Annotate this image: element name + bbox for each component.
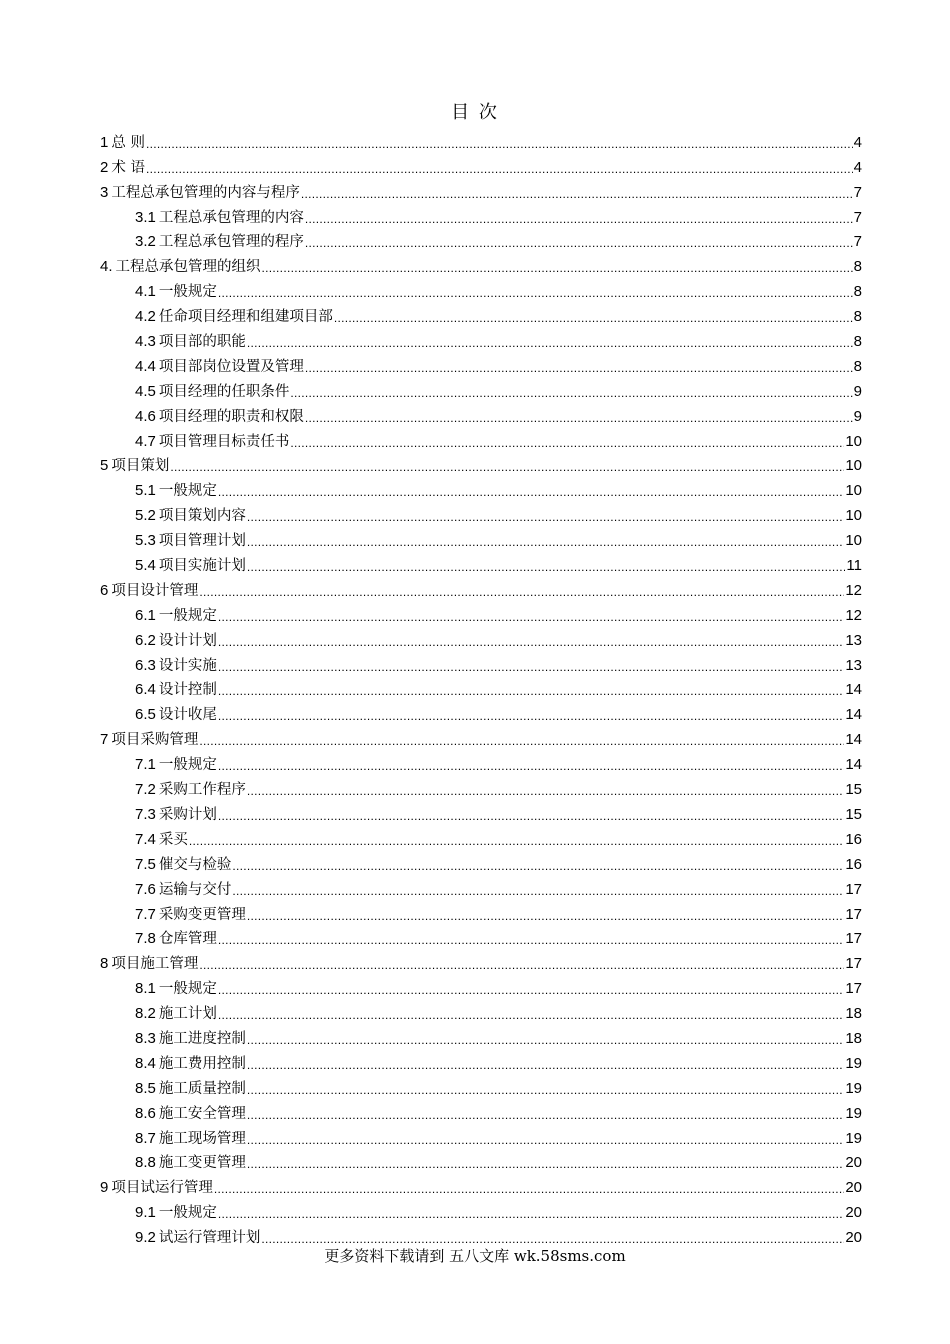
toc-entry-number: 6.1 [135, 606, 156, 624]
toc-dot-leader [290, 432, 844, 452]
toc-entry-page-number: 9 [853, 382, 862, 400]
toc-entry-title: 任命项目经理和组建项目部 [158, 309, 333, 326]
toc-entry-page-number: 8 [853, 283, 862, 301]
toc-entry[interactable] [100, 452, 862, 477]
toc-entry[interactable] [100, 128, 862, 153]
toc-dot-leader [247, 1029, 844, 1049]
toc-entry-page-number: 17 [845, 930, 862, 948]
toc-entry-title: 一般规定 [158, 1205, 217, 1222]
toc-entry-number: 4.4 [135, 357, 156, 375]
toc-dot-leader [218, 656, 844, 676]
toc-entry[interactable] [100, 1124, 862, 1149]
toc-entry-page-number: 7 [853, 183, 862, 201]
toc-dot-leader [199, 581, 844, 601]
toc-entry-number: 3.2 [135, 233, 156, 251]
toc-title: 目 次 [451, 102, 499, 123]
toc-entry-title: 运输与交付 [158, 881, 232, 898]
toc-entry[interactable] [100, 1049, 862, 1074]
toc-dot-leader [247, 332, 853, 352]
toc-entry-title: 设计实施 [158, 657, 217, 674]
toc-entry-title: 项目管理目标责任书 [158, 433, 290, 450]
toc-entry[interactable] [100, 352, 862, 377]
toc-entry-number: 7.6 [135, 880, 156, 898]
toc-entry-page-number: 7 [853, 208, 862, 226]
toc-dot-leader [146, 133, 853, 153]
toc-entry-number: 4.6 [135, 407, 156, 425]
toc-entry[interactable] [100, 252, 862, 277]
toc-entry[interactable] [100, 1173, 862, 1198]
toc-entry-page-number: 10 [845, 482, 862, 500]
toc-entry-title: 项目策划内容 [158, 508, 246, 525]
toc-entry-number: 8.1 [135, 980, 156, 998]
toc-entry-number: 3.1 [135, 208, 156, 226]
toc-entry[interactable] [100, 825, 862, 850]
toc-entry-page-number: 19 [845, 1079, 862, 1097]
toc-entry[interactable] [100, 651, 862, 676]
toc-entry-title: 采买 [158, 831, 188, 848]
toc-entry-title: 施工变更管理 [158, 1155, 246, 1172]
toc-entry-page-number: 19 [845, 1104, 862, 1122]
toc-dot-leader [305, 407, 853, 427]
toc-entry-number: 8.3 [135, 1029, 156, 1047]
toc-dot-leader [199, 954, 844, 974]
toc-entry-number: 4.1 [135, 283, 156, 301]
toc-dot-leader [247, 1104, 844, 1124]
toc-entry-number: 6.5 [135, 706, 156, 724]
toc-entry-title: 项目采购管理 [111, 732, 199, 749]
toc-entry-title: 采购工作程序 [158, 782, 246, 799]
toc-entry-page-number: 10 [845, 532, 862, 550]
toc-entry-page-number: 13 [845, 631, 862, 649]
toc-entry-page-number: 8 [853, 258, 862, 276]
toc-entry[interactable] [100, 402, 862, 427]
toc-entry-number: 4.7 [135, 432, 156, 450]
toc-dot-leader [218, 755, 844, 775]
toc-dot-leader [189, 830, 844, 850]
toc-dot-leader [247, 531, 844, 551]
toc-entry[interactable] [100, 949, 862, 974]
toc-entry-title: 项目试运行管理 [111, 1180, 213, 1197]
toc-entry[interactable] [100, 302, 862, 327]
toc-entry-page-number: 4 [853, 133, 862, 151]
toc-dot-leader [290, 382, 852, 402]
toc-entry[interactable] [100, 277, 862, 302]
toc-entry-page-number: 17 [845, 980, 862, 998]
toc-dot-leader [247, 1079, 844, 1099]
toc-entry-number: 7.4 [135, 830, 156, 848]
toc-entry-page-number: 17 [845, 880, 862, 898]
toc-entry-title: 试运行管理计划 [158, 1230, 261, 1247]
toc-dot-leader [218, 631, 844, 651]
toc-entry-number: 4.3 [135, 333, 156, 351]
toc-entry-number: 7.2 [135, 781, 156, 799]
toc-dot-leader [305, 357, 853, 377]
toc-entry-page-number: 10 [845, 432, 862, 450]
toc-entry-title: 采购变更管理 [158, 906, 246, 923]
toc-entry-page-number: 8 [853, 357, 862, 375]
toc-entry[interactable] [100, 925, 862, 950]
toc-entry[interactable] [100, 725, 862, 750]
toc-entry-number: 8.5 [135, 1079, 156, 1097]
toc-entry-page-number: 20 [845, 1229, 862, 1247]
toc-entry[interactable] [100, 974, 862, 999]
toc-entry-title: 施工费用控制 [158, 1055, 246, 1072]
toc-dot-leader [247, 780, 844, 800]
toc-entry-page-number: 10 [845, 507, 862, 525]
toc-entry-number: 9.1 [135, 1204, 156, 1222]
toc-dot-leader [247, 905, 844, 925]
toc-entry-page-number: 20 [845, 1179, 862, 1197]
toc-entry[interactable] [100, 775, 862, 800]
toc-entry[interactable] [100, 1198, 862, 1223]
toc-dot-leader [247, 506, 844, 526]
toc-entry-number: 8.7 [135, 1129, 156, 1147]
toc-entry[interactable] [100, 427, 862, 452]
toc-entry-number: 5.1 [135, 482, 156, 500]
toc-entry-page-number: 20 [845, 1154, 862, 1172]
toc-entry-page-number: 13 [845, 656, 862, 674]
toc-entry-page-number: 16 [845, 855, 862, 873]
toc-entry[interactable] [100, 900, 862, 925]
toc-entry[interactable] [100, 1074, 862, 1099]
toc-entry[interactable] [100, 327, 862, 352]
footer-note: 更多资料下载请到 五八文库 wk.58sms.com [324, 1247, 626, 1265]
toc-entry-title: 一般规定 [158, 284, 217, 301]
toc-entry-number: 8 [100, 955, 109, 973]
toc-entry-title: 一般规定 [158, 483, 217, 500]
toc-entry-page-number: 14 [845, 681, 862, 699]
toc-entry-number: 5.2 [135, 507, 156, 525]
toc-entry[interactable] [100, 228, 862, 253]
toc-entry-page-number: 11 [846, 557, 862, 575]
toc-entry-number: 4.2 [135, 308, 156, 326]
toc-dot-leader [218, 929, 844, 949]
toc-entry-title: 催交与检验 [158, 856, 232, 873]
toc-entry-title: 工程总承包管理的组织 [115, 259, 261, 276]
toc-entry[interactable] [100, 153, 862, 178]
toc-dot-leader [247, 1129, 844, 1149]
toc-entry-page-number: 14 [845, 731, 862, 749]
toc-entry[interactable] [100, 700, 862, 725]
toc-dot-leader [262, 257, 853, 277]
toc-entry-title: 采购计划 [158, 806, 217, 823]
toc-dot-leader [247, 1054, 844, 1074]
toc-entry-page-number: 15 [845, 805, 862, 823]
toc-entry-title: 项目管理计划 [158, 533, 246, 550]
toc-entry-title: 设计控制 [158, 682, 217, 699]
toc-dot-leader [218, 805, 844, 825]
toc-dot-leader [214, 1178, 844, 1198]
toc-dot-leader [305, 208, 853, 228]
toc-entry-title: 项目设计管理 [111, 582, 199, 599]
toc-entry-title: 工程总承包管理的内容 [158, 209, 304, 226]
toc-entry-number: 1 [100, 133, 109, 151]
toc-entry-title: 施工现场管理 [158, 1130, 246, 1147]
toc-entry[interactable] [100, 501, 862, 526]
toc-entry-number: 6 [100, 581, 109, 599]
toc-entry-page-number: 7 [853, 233, 862, 251]
toc-entry-page-number: 18 [845, 1029, 862, 1047]
toc-entry-number: 3 [100, 183, 109, 201]
toc-entry-title: 一般规定 [158, 607, 217, 624]
toc-entry[interactable] [100, 476, 862, 501]
toc-entry[interactable] [100, 875, 862, 900]
toc-entry-title: 施工安全管理 [158, 1105, 246, 1122]
toc-entry-title: 设计计划 [158, 632, 217, 649]
toc-entry[interactable] [100, 576, 862, 601]
toc-entry-page-number: 19 [845, 1129, 862, 1147]
toc-entry-number: 8.6 [135, 1104, 156, 1122]
toc-entry[interactable] [100, 178, 862, 203]
toc-entry-page-number: 14 [845, 706, 862, 724]
toc-entry-number: 4. [100, 258, 113, 276]
toc-entry[interactable] [100, 676, 862, 701]
toc-entry-number: 7.8 [135, 930, 156, 948]
toc-entry-number: 8.8 [135, 1154, 156, 1172]
toc-entry-number: 9 [100, 1179, 109, 1197]
toc-dot-leader [146, 158, 853, 178]
toc-dot-leader [218, 979, 844, 999]
toc-entry-title: 项目实施计划 [158, 558, 246, 575]
toc-entry[interactable] [100, 1149, 862, 1174]
toc-entry-title: 一般规定 [158, 981, 217, 998]
toc-entry-title: 项目部岗位设置及管理 [158, 358, 304, 375]
toc-entry[interactable] [100, 850, 862, 875]
toc-entry-page-number: 18 [845, 1005, 862, 1023]
toc-entry-number: 4.5 [135, 382, 156, 400]
toc-entry-page-number: 12 [845, 606, 862, 624]
toc-entry-page-number: 8 [853, 333, 862, 351]
toc-entry-number: 6.3 [135, 656, 156, 674]
toc-dot-leader [218, 282, 853, 302]
toc-entry-number: 6.2 [135, 631, 156, 649]
toc-list [100, 128, 862, 1248]
toc-entry[interactable] [100, 526, 862, 551]
toc-entry-page-number: 16 [845, 830, 862, 848]
toc-entry-title: 项目经理的职责和权限 [158, 408, 304, 425]
toc-dot-leader [305, 232, 853, 252]
toc-entry-page-number: 10 [845, 457, 862, 475]
toc-entry-title: 仓库管理 [158, 931, 217, 948]
toc-dot-leader [218, 680, 844, 700]
toc-dot-leader [218, 705, 844, 725]
toc-entry[interactable] [100, 750, 862, 775]
toc-entry-number: 7.5 [135, 855, 156, 873]
toc-entry-page-number: 14 [845, 756, 862, 774]
toc-entry[interactable] [100, 999, 862, 1024]
toc-entry-number: 7.1 [135, 756, 156, 774]
toc-entry-page-number: 17 [845, 905, 862, 923]
toc-entry-number: 7.3 [135, 805, 156, 823]
toc-entry-number: 7.7 [135, 905, 156, 923]
toc-entry-title: 工程总承包管理的程序 [158, 234, 304, 251]
toc-entry-title: 项目施工管理 [111, 956, 199, 973]
toc-entry[interactable] [100, 1223, 862, 1248]
toc-entry-title: 项目策划 [111, 458, 170, 475]
toc-entry-page-number: 9 [853, 407, 862, 425]
toc-entry[interactable] [100, 626, 862, 651]
toc-entry-number: 5.3 [135, 532, 156, 550]
toc-entry-title: 施工计划 [158, 1006, 217, 1023]
toc-entry-title: 总 则 [111, 134, 145, 151]
toc-entry-number: 5.4 [135, 557, 156, 575]
toc-entry-number: 7 [100, 731, 109, 749]
toc-entry-number: 6.4 [135, 681, 156, 699]
toc-entry-title: 工程总承包管理的内容与程序 [111, 184, 300, 201]
toc-dot-leader [301, 183, 853, 203]
toc-dot-leader [218, 606, 844, 626]
toc-entry[interactable] [100, 800, 862, 825]
toc-dot-leader [232, 880, 844, 900]
toc-dot-leader [199, 730, 844, 750]
toc-entry-page-number: 4 [853, 158, 862, 176]
toc-dot-leader [232, 855, 844, 875]
toc-entry-page-number: 8 [853, 308, 862, 326]
toc-entry-page-number: 15 [845, 781, 862, 799]
toc-entry[interactable] [100, 1024, 862, 1049]
toc-entry-number: 9.2 [135, 1229, 156, 1247]
toc-entry-number: 8.4 [135, 1054, 156, 1072]
toc-entry-page-number: 19 [845, 1054, 862, 1072]
toc-entry-title: 项目经理的任职条件 [158, 383, 290, 400]
toc-dot-leader [218, 481, 844, 501]
toc-entry-title: 项目部的职能 [158, 334, 246, 351]
toc-dot-leader [334, 307, 853, 327]
toc-entry-title: 设计收尾 [158, 707, 217, 724]
toc-entry-page-number: 12 [845, 581, 862, 599]
toc-dot-leader [218, 1004, 844, 1024]
toc-entry[interactable] [100, 377, 862, 402]
toc-entry[interactable] [100, 601, 862, 626]
toc-entry[interactable] [100, 203, 862, 228]
toc-entry-number: 5 [100, 457, 109, 475]
toc-entry-page-number: 17 [845, 955, 862, 973]
toc-entry-number: 2 [100, 158, 109, 176]
toc-dot-leader [170, 456, 844, 476]
toc-entry-title: 施工质量控制 [158, 1080, 246, 1097]
toc-entry[interactable] [100, 551, 862, 576]
toc-entry-title: 施工进度控制 [158, 1030, 246, 1047]
toc-dot-leader [247, 556, 846, 576]
toc-dot-leader [218, 1203, 844, 1223]
toc-entry-title: 术 语 [111, 159, 145, 176]
toc-entry-page-number: 20 [845, 1204, 862, 1222]
toc-entry-number: 8.2 [135, 1005, 156, 1023]
toc-entry[interactable] [100, 1099, 862, 1124]
toc-entry-title: 一般规定 [158, 757, 217, 774]
toc-dot-leader [247, 1153, 844, 1173]
